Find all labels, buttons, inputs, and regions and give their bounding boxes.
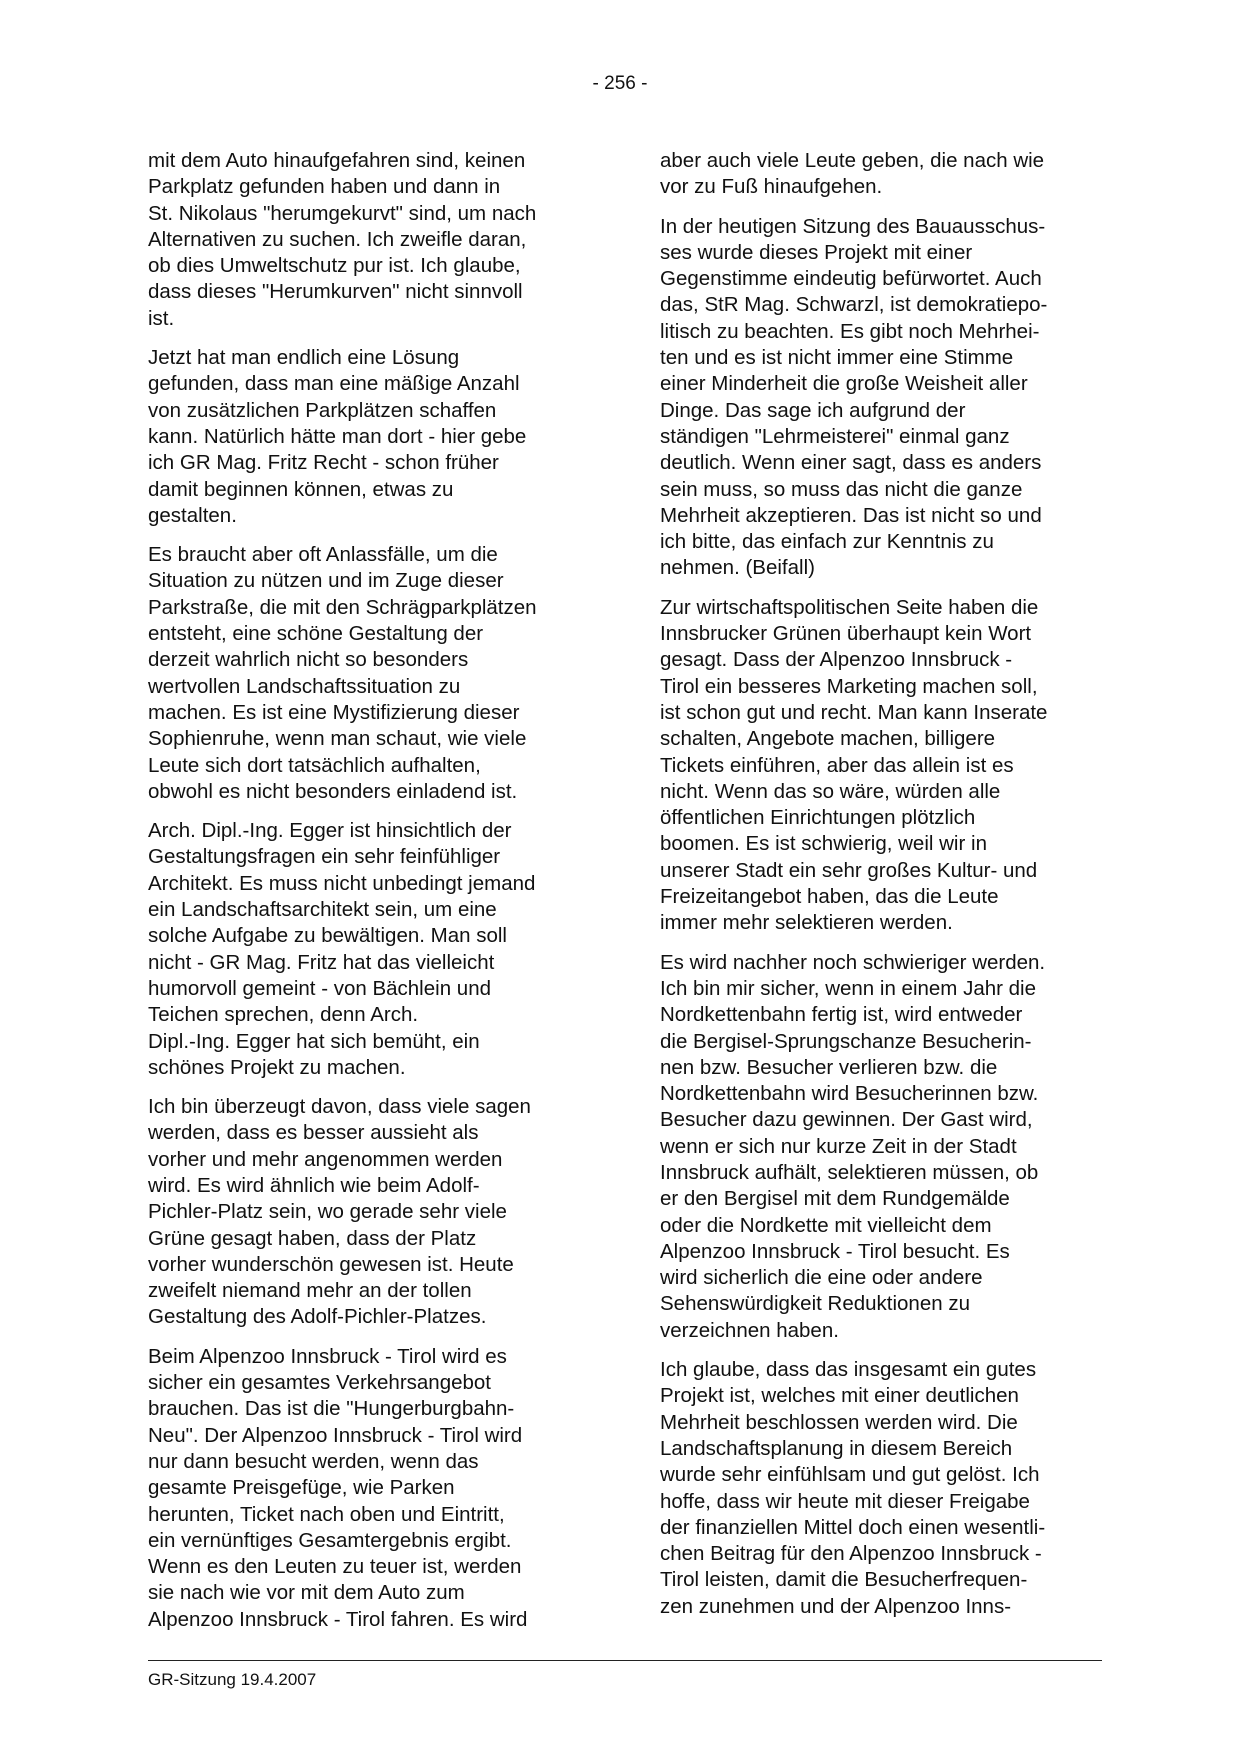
paragraph: Arch. Dipl.-Ing. Egger ist hinsichtlich der Gestaltungsfragen ein sehr feinfühliger Architekt. Es muss nicht unbedingt jemand ein Landschaftsarchitekt sein, um eine solche Aufgabe zu bewältigen. Man soll nicht - GR Mag. Fritz hat das vielleicht humorvoll gemeint - von Bächlein und Teichen sprechen, denn Arch. Dipl.-Ing. Egger hat sich bemüht, ein schönes Projekt zu machen. [148,819,536,1079]
paragraph: In der heutigen Sitzung des Bauausschus- ses wurde dieses Projekt mit einer Gegenstimme eindeutig befürwortet. Auch das, StR Mag. Schwarzl, ist demokratiepo- litisch zu beachten. Es gibt noch Mehrhei- ten und es ist nicht immer eine Stimme einer Minderheit die große Weisheit aller Dinge. Das sage ich aufgrund der ständigen "Lehrmeisterei" einmal ganz deutlich. Wenn einer sagt, dass es anders sein muss, so muss das nicht die ganze Mehrheit akzeptieren. Das ist nicht so und ich bitte, das einfach zur Kenntnis zu nehmen. (Beifall) [660,214,1048,580]
paragraph: Jetzt hat man endlich eine Lösung gefunden, dass man eine mäßige Anzahl von zusätzlichen Parkplätzen schaffen kann. Natürlich hätte man dort - hier gebe ich GR Mag. Fritz Recht - schon früher damit beginnen können, etwas zu gestalten. [148,346,527,527]
paragraph: Beim Alpenzoo Innsbruck - Tirol wird es sicher ein gesamtes Verkehrsangebot brauchen. Das ist die "Hungerburgbahn- Neu". Der Alpenzoo Innsbruck - Tirol wird nur dann besucht werden, wenn das gesamte Preisgefüge, wie Parken herunten, Ticket nach oben und Eintritt, ein vernünftiges Gesamtergebnis ergibt. Wenn es den Leuten zu teuer ist, werden sie nach wie vor mit dem Auto zum Alpenzoo Innsbruck - Tirol fahren. Es wird [148,1344,528,1631]
paragraph: Es wird nachher noch schwieriger werden. Ich bin mir sicher, wenn in einem Jahr die Nordkettenbahn fertig ist, wird entweder die Bergisel-Sprungschanze Besucherin- nen bzw. Besucher verlieren bzw. die Nordkettenbahn wird Besucherinnen bzw. Besucher dazu gewinnen. Der Gast wird, wenn er sich nur kurze Zeit in der Stadt Innsbruck aufhält, selektieren müssen, ob er den Bergisel mit dem Rundgemälde oder die Nordkette mit vielleicht dem Alpenzoo Innsbruck - Tirol besucht. Es wird sicherlich die eine oder andere Sehenswürdigkeit Reduktionen zu verzeichnen haben. [660,950,1046,1342]
paragraph: aber auch viele Leute geben, die nach wie vor zu Fuß hinaufgehen. [660,149,1045,199]
page-number: - 256 - [592,73,648,94]
footer-text: GR-Sitzung 19.4.2007 [148,1670,317,1689]
paragraph: Zur wirtschaftspolitischen Seite haben die Innsbrucker Grünen überhaupt kein Wort gesagt. Dass der Alpenzoo Innsbruck - Tirol ein besseres Marketing machen soll, ist schon gut und recht. Man kann Inserate schalten, Angebote machen, billigere Tickets einführen, aber das allein ist es nicht. Wenn das so wäre, würden alle öffentlichen Einrichtungen plötzlich boomen. Es ist schwierig, weil wir in unserer Stadt ein sehr großes Kultur- und Freizeitangebot haben, das die Leute immer mehr selektieren werden. [660,595,1048,935]
paragraph: Ich glaube, dass das insgesamt ein gutes Projekt ist, welches mit einer deutlichen Mehrheit beschlossen werden wird. Die Landschaftsplanung in diesem Bereich wurde sehr einfühlsam und gut gelöst. Ich hoffe, dass wir heute mit dieser Freigabe der finanziellen Mittel doch einen wesentli- chen Beitrag für den Alpenzoo Innsbruck - Tirol leisten, damit die Besucherfrequen- zen zunehmen und der Alpenzoo Inns- [660,1358,1046,1618]
right-column [660,148,1100,1633]
paragraph: mit dem Auto hinaufgefahren sind, keinen Parkplatz gefunden haben und dann in St. Nikolaus "herumgekurvt" sind, um nach Alternativen zu suchen. Ich zweifle daran, ob dies Umweltschutz pur ist. Ich glaube, dass dieses "Herumkurven" nicht sinnvoll ist. [148,149,537,330]
paragraph: Ich bin überzeugt davon, dass viele sagen werden, dass es besser aussieht als vorher und mehr angenommen werden wird. Es wird ähnlich wie beim Adolf- Pichler-Platz sein, wo gerade sehr viele Grüne gesagt haben, dass der Platz vorher wunderschön gewesen ist. Heute zweifelt niemand mehr an der tollen Gestaltung des Adolf-Pichler-Platzes. [148,1095,531,1329]
left-column [148,148,598,1646]
footer-divider [148,1660,1102,1661]
paragraph: Es braucht aber oft Anlassfälle, um die Situation zu nützen und im Zuge dieser Parkstraße, die mit den Schrägparkplätzen entsteht, eine schöne Gestaltung der derzeit wahrlich nicht so besonders wertvollen Landschaftssituation zu machen. Es ist eine Mystifizierung dieser Sophienruhe, wenn man schaut, wie viele Leute sich dort tatsächlich aufhalten, obwohl es nicht besonders einladend ist. [148,543,537,803]
